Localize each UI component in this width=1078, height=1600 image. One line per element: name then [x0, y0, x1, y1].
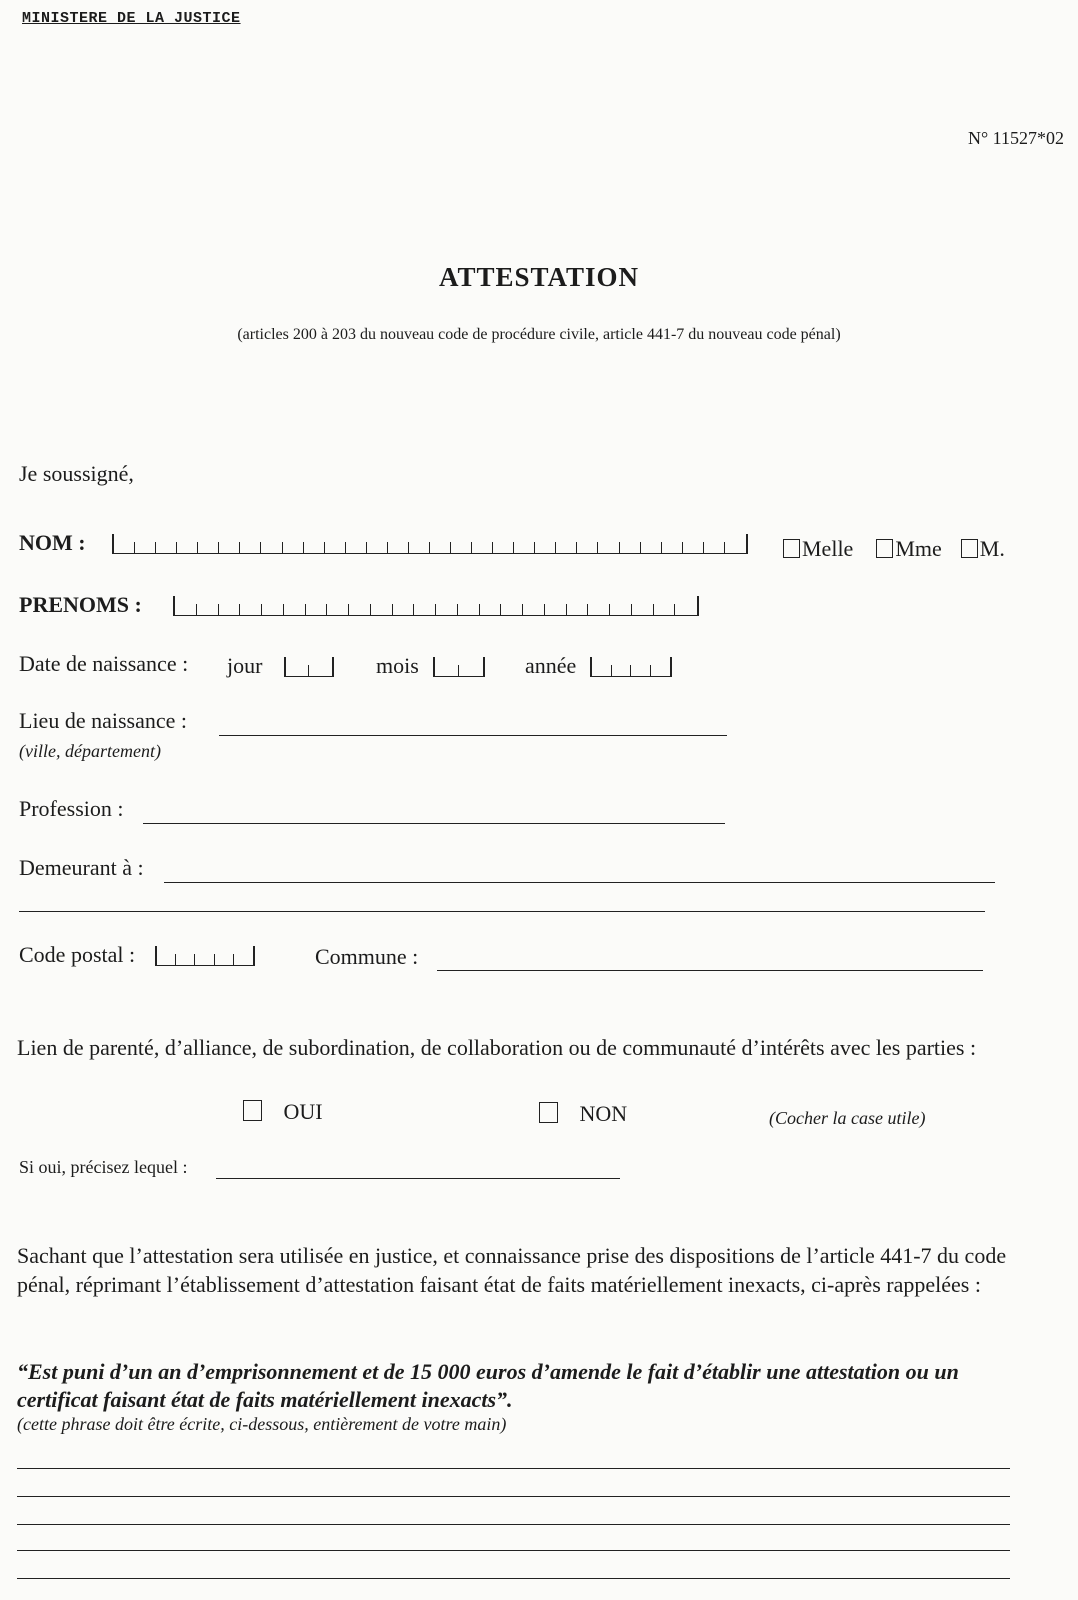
postal-code-field[interactable] — [155, 946, 255, 968]
char-cell[interactable] — [514, 542, 535, 554]
melle-checkbox[interactable] — [783, 539, 800, 558]
char-cell[interactable] — [641, 542, 662, 554]
day-field[interactable] — [284, 657, 334, 679]
char-cell[interactable] — [598, 542, 619, 554]
profession-line[interactable] — [143, 823, 725, 824]
char-cell[interactable] — [612, 665, 632, 677]
month-field[interactable] — [433, 657, 485, 679]
char-cell[interactable] — [156, 542, 177, 554]
char-cell[interactable] — [435, 665, 459, 677]
char-cell[interactable] — [409, 542, 430, 554]
char-cell[interactable] — [195, 954, 214, 966]
year-label: année — [525, 653, 577, 678]
char-cell[interactable] — [349, 604, 371, 616]
char-cell[interactable] — [501, 604, 523, 616]
char-cell[interactable] — [284, 604, 306, 616]
char-cell[interactable] — [610, 604, 632, 616]
handwriting-line-4[interactable] — [17, 1550, 1010, 1551]
char-cell[interactable] — [240, 604, 262, 616]
char-cell[interactable] — [458, 604, 480, 616]
char-cell[interactable] — [632, 604, 654, 616]
char-cell[interactable] — [620, 542, 641, 554]
mme-label: Mme — [895, 536, 942, 561]
melle-label: Melle — [802, 536, 854, 561]
char-cell[interactable] — [683, 542, 704, 554]
char-cell[interactable] — [261, 542, 282, 554]
char-cell[interactable] — [306, 604, 328, 616]
char-cell[interactable] — [234, 954, 253, 966]
address-line-1[interactable] — [164, 882, 995, 883]
char-cell[interactable] — [309, 665, 332, 677]
month-label: mois — [376, 653, 419, 678]
char-cell[interactable] — [219, 542, 240, 554]
char-cell[interactable] — [556, 542, 577, 554]
char-cell[interactable] — [451, 542, 472, 554]
char-cell[interactable] — [198, 542, 219, 554]
mme-checkbox[interactable] — [876, 539, 893, 558]
statement-text: Sachant que l’attestation sera utilisée en justice, et connaissance prise des dispositions de l’article 441-7 du code pénal, réprimant l’établissement d’attestation faisant état de faits matériellement inexacts, ci-après rappelées : — [17, 1243, 1007, 1297]
char-cell[interactable] — [523, 604, 545, 616]
char-cell[interactable] — [704, 542, 725, 554]
page-title: ATTESTATION — [438, 262, 640, 292]
m-checkbox[interactable] — [961, 539, 978, 558]
ministry-header: MINISTERE DE LA JUSTICE — [22, 10, 241, 27]
nom-field[interactable] — [112, 534, 748, 556]
char-cell[interactable] — [459, 665, 483, 677]
birth-place-line[interactable] — [219, 735, 727, 736]
char-cell[interactable] — [588, 604, 610, 616]
relation-detail-label: Si oui, précisez lequel : — [19, 1157, 188, 1177]
commune-label: Commune : — [315, 944, 419, 969]
melle-option[interactable] — [783, 536, 853, 561]
birth-date-label: Date de naissance : — [19, 651, 189, 676]
yes-label: OUI — [283, 1099, 323, 1124]
char-cell[interactable] — [472, 542, 493, 554]
char-cell[interactable] — [219, 604, 241, 616]
legal-quote: “Est puni d’un an d’emprisonnement et de 15 000 euros d’amende le fait d’établir une attestation ou un certificat faisant état de faits matériellement inexacts”. — [17, 1359, 959, 1412]
civility-options — [783, 536, 1005, 562]
char-cell[interactable] — [327, 604, 349, 616]
relation-question: Lien de parenté, d’alliance, de subordination, de collaboration ou de communauté d’intérêts avec les parties : — [17, 1035, 977, 1060]
char-cell[interactable] — [535, 542, 556, 554]
char-cell[interactable] — [325, 542, 346, 554]
char-cell[interactable] — [346, 542, 367, 554]
nom-label: NOM : — [19, 530, 86, 555]
char-cell[interactable] — [493, 542, 514, 554]
intro-text: Je soussigné, — [19, 461, 134, 486]
char-cell[interactable] — [436, 604, 458, 616]
page-subtitle: (articles 200 à 203 du nouveau code de procédure civile, article 441-7 du nouveau code pénal) — [237, 326, 841, 343]
m-label: M. — [979, 536, 1005, 561]
birth-place-label: Lieu de naissance : — [19, 708, 187, 733]
char-cell[interactable] — [567, 604, 589, 616]
mme-option[interactable] — [876, 536, 941, 561]
prenoms-field[interactable] — [173, 596, 699, 618]
char-cell[interactable] — [651, 665, 671, 677]
no-checkbox[interactable] — [539, 1102, 558, 1123]
char-cell[interactable] — [393, 604, 415, 616]
handwriting-line-2[interactable] — [17, 1496, 1010, 1497]
char-cell[interactable] — [240, 542, 261, 554]
char-cell[interactable] — [197, 604, 219, 616]
handwriting-line-5[interactable] — [17, 1578, 1010, 1579]
char-cell[interactable] — [662, 542, 683, 554]
char-cell[interactable] — [215, 954, 234, 966]
yes-option[interactable] — [243, 1099, 323, 1125]
char-cell[interactable] — [388, 542, 409, 554]
char-cell[interactable] — [414, 604, 436, 616]
char-cell[interactable] — [157, 954, 176, 966]
birth-place-hint: (ville, département) — [19, 741, 161, 761]
char-cell[interactable] — [725, 542, 746, 554]
handwriting-line-3[interactable] — [17, 1524, 1010, 1525]
prenoms-label: PRENOMS : — [19, 592, 142, 617]
char-cell[interactable] — [177, 542, 198, 554]
char-cell[interactable] — [654, 604, 676, 616]
char-cell[interactable] — [176, 954, 195, 966]
char-cell[interactable] — [545, 604, 567, 616]
char-cell[interactable] — [430, 542, 451, 554]
day-label: jour — [227, 653, 263, 678]
address-label: Demeurant à : — [19, 855, 144, 880]
char-cell[interactable] — [480, 604, 502, 616]
char-cell[interactable] — [114, 542, 135, 554]
char-cell[interactable] — [135, 542, 156, 554]
profession-label: Profession : — [19, 796, 124, 821]
year-field[interactable] — [590, 657, 672, 679]
char-cell[interactable] — [283, 542, 304, 554]
commune-line[interactable] — [437, 970, 983, 971]
char-cell[interactable] — [631, 665, 651, 677]
char-cell[interactable] — [675, 604, 697, 616]
char-cell[interactable] — [262, 604, 284, 616]
relation-detail-line[interactable] — [216, 1178, 620, 1179]
handwriting-line-1[interactable] — [17, 1468, 1010, 1469]
postal-code-label: Code postal : — [19, 942, 136, 967]
char-cell[interactable] — [577, 542, 598, 554]
char-cell[interactable] — [175, 604, 197, 616]
check-hint: (Cocher la case utile) — [769, 1108, 926, 1128]
char-cell[interactable] — [304, 542, 325, 554]
yes-checkbox[interactable] — [243, 1100, 262, 1121]
no-option[interactable] — [539, 1101, 627, 1127]
char-cell[interactable] — [367, 542, 388, 554]
m-option[interactable] — [961, 536, 1005, 561]
char-cell[interactable] — [286, 665, 309, 677]
char-cell[interactable] — [592, 665, 612, 677]
char-cell[interactable] — [371, 604, 393, 616]
address-line-2[interactable] — [19, 911, 985, 912]
quote-note: (cette phrase doit être écrite, ci-dessous, entièrement de votre main) — [17, 1414, 507, 1434]
form-number: N° 11527*02 — [967, 128, 1064, 148]
no-label: NON — [579, 1101, 628, 1126]
